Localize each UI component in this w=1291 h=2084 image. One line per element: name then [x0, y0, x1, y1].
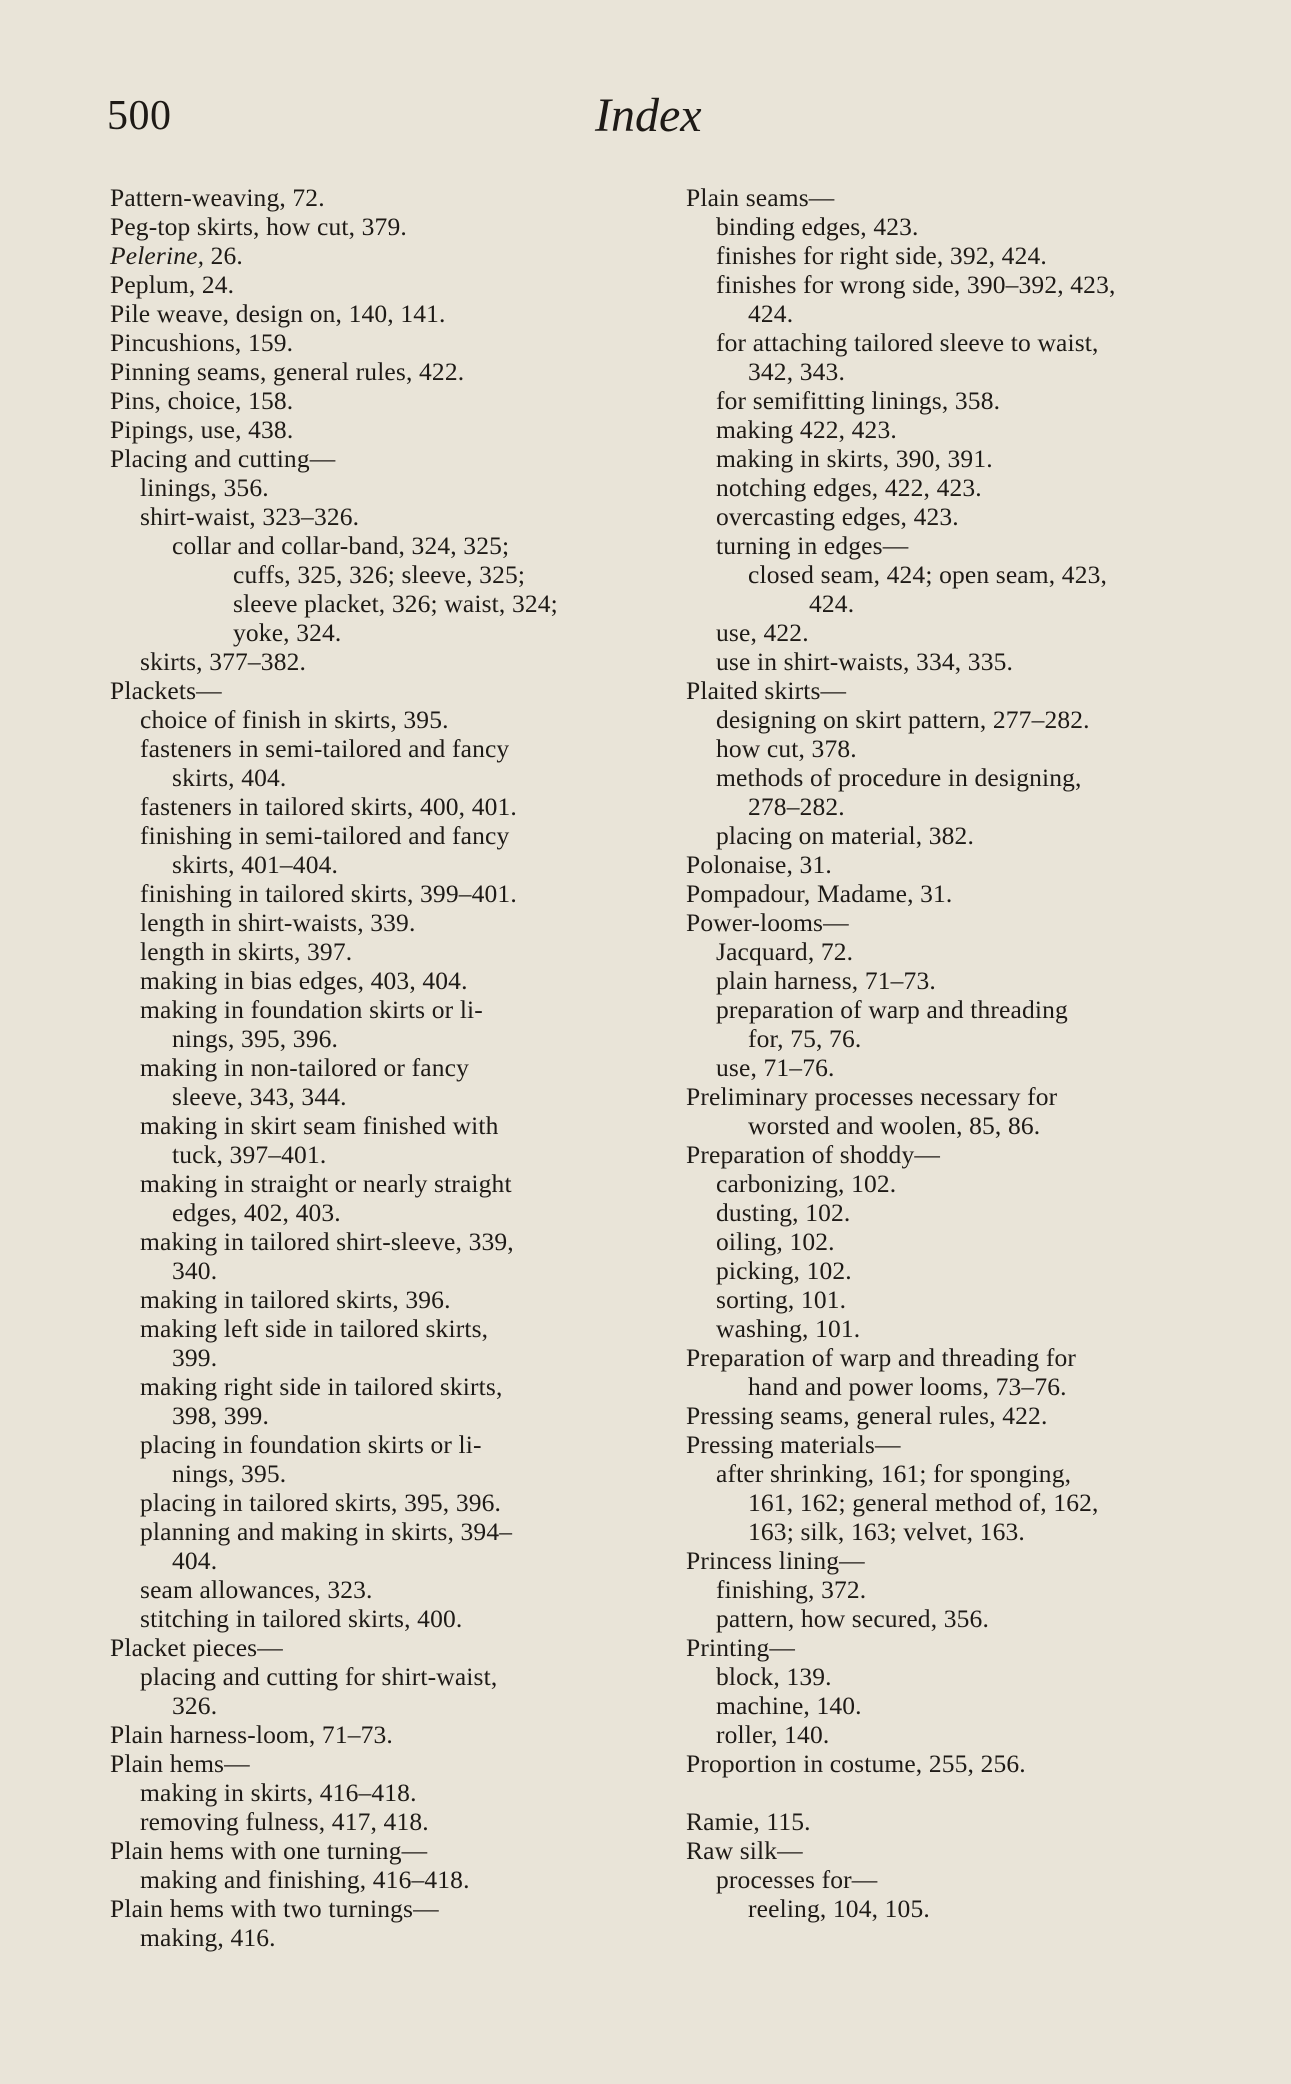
index-subentry: making, 416.: [140, 1923, 276, 1952]
index-subentry: worsted and woolen, 85, 86.: [748, 1111, 1041, 1140]
index-entry: Plain hems with two turnings—: [110, 1894, 439, 1923]
index-subentry: finishing, 372.: [716, 1575, 867, 1604]
index-entry: Plain hems with one turning—: [110, 1836, 428, 1865]
index-subentry: use, 422.: [716, 618, 809, 647]
index-subentry: yoke, 324.: [233, 618, 342, 647]
index-subentry: stitching in tailored skirts, 400.: [140, 1604, 463, 1633]
index-subentry: 424.: [809, 589, 855, 618]
index-entry: Pipings, use, 438.: [110, 415, 294, 444]
index-subentry: how cut, 378.: [716, 734, 857, 763]
index-subentry: picking, 102.: [716, 1256, 852, 1285]
index-subentry: for, 75, 76.: [748, 1024, 862, 1053]
index-entry: Preparation of shoddy—: [686, 1140, 941, 1169]
index-subentry: seam allowances, 323.: [140, 1575, 373, 1604]
index-subentry: washing, 101.: [716, 1314, 861, 1343]
index-entry: Preliminary processes necessary for: [686, 1082, 1058, 1111]
index-subentry: carbonizing, 102.: [716, 1169, 897, 1198]
index-subentry: 278–282.: [748, 792, 845, 821]
italic-term: Pelerine,: [110, 241, 205, 270]
index-subentry: making in skirt seam finished with: [140, 1111, 499, 1140]
index-subentry: 404.: [172, 1546, 218, 1575]
index-subentry: notching edges, 422, 423.: [716, 473, 982, 502]
index-subentry: nings, 395, 396.: [172, 1024, 339, 1053]
index-subentry: planning and making in skirts, 394–: [140, 1517, 513, 1546]
index-entry: Preparation of warp and threading for: [686, 1343, 1077, 1372]
index-subentry: tuck, 397–401.: [172, 1140, 327, 1169]
index-subentry: binding edges, 423.: [716, 212, 919, 241]
index-subentry: placing in foundation skirts or li-: [140, 1430, 482, 1459]
index-subentry: length in shirt-waists, 339.: [140, 908, 416, 937]
index-subentry: skirts, 404.: [172, 763, 287, 792]
index-entry: Plackets—: [110, 676, 222, 705]
index-subentry: finishes for right side, 392, 424.: [716, 241, 1047, 270]
index-subentry: Jacquard, 72.: [716, 937, 854, 966]
index-subentry: making in bias edges, 403, 404.: [140, 966, 468, 995]
index-subentry: plain harness, 71–73.: [716, 966, 936, 995]
index-subentry: after shrinking, 161; for sponging,: [716, 1459, 1072, 1488]
index-subentry: hand and power looms, 73–76.: [748, 1372, 1067, 1401]
index-subentry: 340.: [172, 1256, 218, 1285]
index-subentry: making in tailored shirt-sleeve, 339,: [140, 1227, 514, 1256]
index-subentry: removing fulness, 417, 418.: [140, 1807, 429, 1836]
index-subentry: length in skirts, 397.: [140, 937, 353, 966]
index-entry: Peplum, 24.: [110, 270, 235, 299]
index-subentry: sleeve, 343, 344.: [172, 1082, 347, 1111]
index-entry: Princess lining—: [686, 1546, 865, 1575]
index-subentry: use, 71–76.: [716, 1053, 835, 1082]
index-subentry: making in tailored skirts, 396.: [140, 1285, 451, 1314]
index-entry: Placket pieces—: [110, 1633, 283, 1662]
index-gap: [686, 1778, 1226, 1807]
index-subentry: machine, 140.: [716, 1691, 862, 1720]
index-entry: Pile weave, design on, 140, 141.: [110, 299, 446, 328]
index-subentry: making in skirts, 416–418.: [140, 1778, 417, 1807]
index-subentry: skirts, 401–404.: [172, 850, 339, 879]
index-subentry: block, 139.: [716, 1662, 832, 1691]
index-subentry: placing on material, 382.: [716, 821, 974, 850]
index-entry: Power-looms—: [686, 908, 849, 937]
index-subentry: closed seam, 424; open seam, 423,: [748, 560, 1108, 589]
index-entry: Polonaise, 31.: [686, 850, 832, 879]
index-subentry: finishes for wrong side, 390–392, 423,: [716, 270, 1116, 299]
index-subentry: fasteners in tailored skirts, 400, 401.: [140, 792, 517, 821]
index-entry: Plain seams—: [686, 183, 835, 212]
index-subentry: for attaching tailored sleeve to waist,: [716, 328, 1099, 357]
index-subentry: making in straight or nearly straight: [140, 1169, 512, 1198]
index-subentry: making in skirts, 390, 391.: [716, 444, 993, 473]
index-subentry: sorting, 101.: [716, 1285, 847, 1314]
index-entry: Pincushions, 159.: [110, 328, 294, 357]
index-subentry: linings, 356.: [140, 473, 269, 502]
index-subentry: 326.: [172, 1691, 218, 1720]
index-subentry: 424.: [748, 299, 794, 328]
index-subentry: making and finishing, 416–418.: [140, 1865, 470, 1894]
index-subentry: 399.: [172, 1343, 218, 1372]
index-entry: Peg-top skirts, how cut, 379.: [110, 212, 407, 241]
index-subentry: finishing in tailored skirts, 399–401.: [140, 879, 517, 908]
index-entry: Printing—: [686, 1633, 796, 1662]
index-subentry: reeling, 104, 105.: [748, 1894, 930, 1923]
index-subentry: cuffs, 325, 326; sleeve, 325;: [233, 560, 526, 589]
index-entry: Ramie, 115.: [686, 1807, 811, 1836]
index-subentry: making 422, 423.: [716, 415, 897, 444]
index-subentry: making right side in tailored skirts,: [140, 1372, 503, 1401]
index-subentry: methods of procedure in designing,: [716, 763, 1082, 792]
index-entry: Pressing materials—: [686, 1430, 901, 1459]
index-subentry: placing in tailored skirts, 395, 396.: [140, 1488, 502, 1517]
index-entry: [110, 241, 650, 270]
index-subentry: pattern, how secured, 356.: [716, 1604, 989, 1633]
index-subentry: processes for—: [716, 1865, 878, 1894]
index-subentry: making left side in tailored skirts,: [140, 1314, 489, 1343]
index-subentry: fasteners in semi-tailored and fancy: [140, 734, 510, 763]
index-subentry: making in non-tailored or fancy: [140, 1053, 469, 1082]
index-subentry: turning in edges—: [716, 531, 909, 560]
index-subentry: 163; silk, 163; velvet, 163.: [748, 1517, 1025, 1546]
index-subentry: overcasting edges, 423.: [716, 502, 959, 531]
index-entry: Plain harness-loom, 71–73.: [110, 1720, 393, 1749]
index-subentry: use in shirt-waists, 334, 335.: [716, 647, 1014, 676]
index-entry: Raw silk—: [686, 1836, 803, 1865]
index-subentry: nings, 395.: [172, 1459, 287, 1488]
index-subentry: skirts, 377–382.: [140, 647, 307, 676]
index-subentry: collar and collar-band, 324, 325;: [172, 531, 510, 560]
index-column-left: [110, 183, 650, 1952]
index-entry: Pins, choice, 158.: [110, 386, 294, 415]
index-subentry: dusting, 102.: [716, 1198, 851, 1227]
index-subentry: for semifitting linings, 358.: [716, 386, 1001, 415]
index-subentry: making in foundation skirts or li-: [140, 995, 483, 1024]
entry-pages: 26.: [204, 241, 243, 270]
page-number: 500: [107, 93, 172, 139]
index-subentry: roller, 140.: [716, 1720, 830, 1749]
index-subentry: shirt-waist, 323–326.: [140, 502, 360, 531]
index-entry: Pattern-weaving, 72.: [110, 183, 325, 212]
index-entry: Pompadour, Madame, 31.: [686, 879, 953, 908]
index-subentry: placing and cutting for shirt-waist,: [140, 1662, 498, 1691]
index-column-right: [686, 183, 1226, 1923]
index-subentry: sleeve placket, 326; waist, 324;: [233, 589, 558, 618]
index-subentry: designing on skirt pattern, 277–282.: [716, 705, 1090, 734]
index-entry: Pinning seams, general rules, 422.: [110, 357, 465, 386]
index-entry: Plain hems—: [110, 1749, 250, 1778]
index-subentry: preparation of warp and threading: [716, 995, 1068, 1024]
index-subentry: 161, 162; general method of, 162,: [748, 1488, 1099, 1517]
index-entry: Placing and cutting—: [110, 444, 336, 473]
index-entry: Plaited skirts—: [686, 676, 847, 705]
index-subentry: oiling, 102.: [716, 1227, 835, 1256]
index-entry: Pressing seams, general rules, 422.: [686, 1401, 1048, 1430]
index-subentry: finishing in semi-tailored and fancy: [140, 821, 510, 850]
index-subentry: edges, 402, 403.: [172, 1198, 341, 1227]
page-title: Index: [595, 89, 702, 142]
index-subentry: 342, 343.: [748, 357, 845, 386]
index-entry: Proportion in costume, 255, 256.: [686, 1749, 1026, 1778]
index-subentry: choice of finish in skirts, 395.: [140, 705, 449, 734]
index-subentry: 398, 399.: [172, 1401, 269, 1430]
